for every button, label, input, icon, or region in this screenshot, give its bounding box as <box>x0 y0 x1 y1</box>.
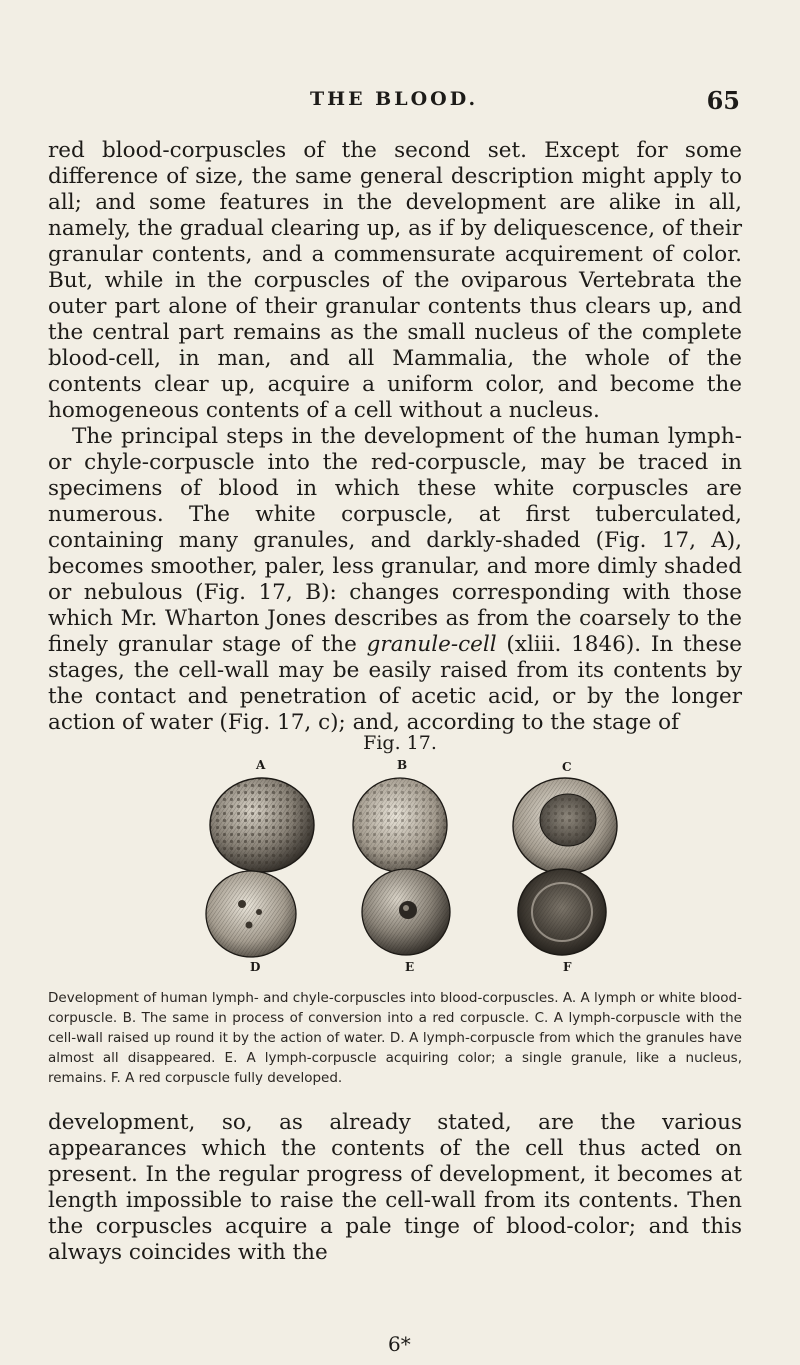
figure-title: Fig. 17. <box>363 732 437 754</box>
corpuscle-d <box>202 868 300 960</box>
figure-caption: Development of human lymph- and chyle-corpuscles into blood-corpuscles. A. A lymph or white blood-corpuscle. B. The same in process of conversion into a red corpuscle. C. A lymph-corpuscle with the cell-wall raised up round it by the action of water. D. A lymph-corpuscle from which the granules have almost all disappeared. E. A lymph-corpuscle acquiring color; a single granule, like a nucleus, remains. F. A red corpuscle fully developed. <box>48 990 742 1086</box>
page-number: 65 <box>706 86 740 115</box>
figure-label-c: C <box>562 760 573 774</box>
corpuscle-c <box>510 775 620 877</box>
page-header <box>50 86 740 120</box>
paragraph-2-part-1: The principal steps in the development of the human lymph- or chyle-corpuscle into the red-corpuscle, may be traced in specimens of blood in which these white corpuscles are numerous. The white corpuscle, at first tuberculated, containing many granules, and darkly-shaded (Fig. 17, <box>48 424 742 553</box>
corpuscle-e <box>358 866 454 958</box>
paragraph-3: development, so, as already stated, are the various appearances which the contents of the cell thus acted on present. In the regular progress of development, it becomes at length impossible to raise the cell-wall from its contents. Then the corpuscles acquire a pale tinge of blood-color; and this always coincides with the <box>48 1110 742 1265</box>
paragraph-2-part-4: (xliii. 1846). In these stages, the cell-wall may be easily raised from its contents by the contact and penetration of acetic acid, or by the longer action of water (Fig. 17, c); and, according to the stage of <box>48 632 742 735</box>
paragraph-2-part-3: ): changes corresponding with those which Mr. Wharton Jones describes as from the coarsely to the finely granular stage of the <box>48 580 742 657</box>
corpuscle-f <box>514 866 610 958</box>
corpuscle-a <box>207 775 317 875</box>
figure-label-a: A <box>256 758 267 772</box>
corpuscle-b <box>350 775 450 875</box>
figure-label-d: D <box>250 960 262 974</box>
running-head: THE BLOOD. <box>310 88 479 110</box>
paragraph-2 <box>48 424 742 736</box>
paragraph-1: red blood-corpuscles of the second set. Except for some difference of size, the same general description might apply to all; and some features in the development are alike in all, namely, the gradual clearing up, as if by deliquescence, of their granular contents, and a commensurate acquirement of color. But, while in the corpuscles of the oviparous Vertebrata the outer part alone of their granular contents thus clears up, and the central part remains as the small nucleus of the complete blood-cell, in man, and all Mammalia, the whole of the contents clear up, acquire a uniform color, and become the homogeneous contents of a cell without a nucleus. <box>48 138 742 423</box>
figure-label-e: E <box>405 960 416 974</box>
emphasis-granule-cell: granule-cell <box>366 632 497 657</box>
figure-label-f: F <box>563 960 573 974</box>
body-text-bottom <box>48 1110 742 1266</box>
signature-mark: 6* <box>388 1332 411 1356</box>
paragraph-2-part-2: ), becomes smoother, paler, less granular, and more dimly shaded or nebulous (Fig. 17, <box>48 528 742 605</box>
figure-label-b: B <box>397 758 409 772</box>
figure-ref-b: B <box>305 580 322 605</box>
body-text-top <box>48 138 742 736</box>
figure-ref-a: A <box>711 528 727 553</box>
